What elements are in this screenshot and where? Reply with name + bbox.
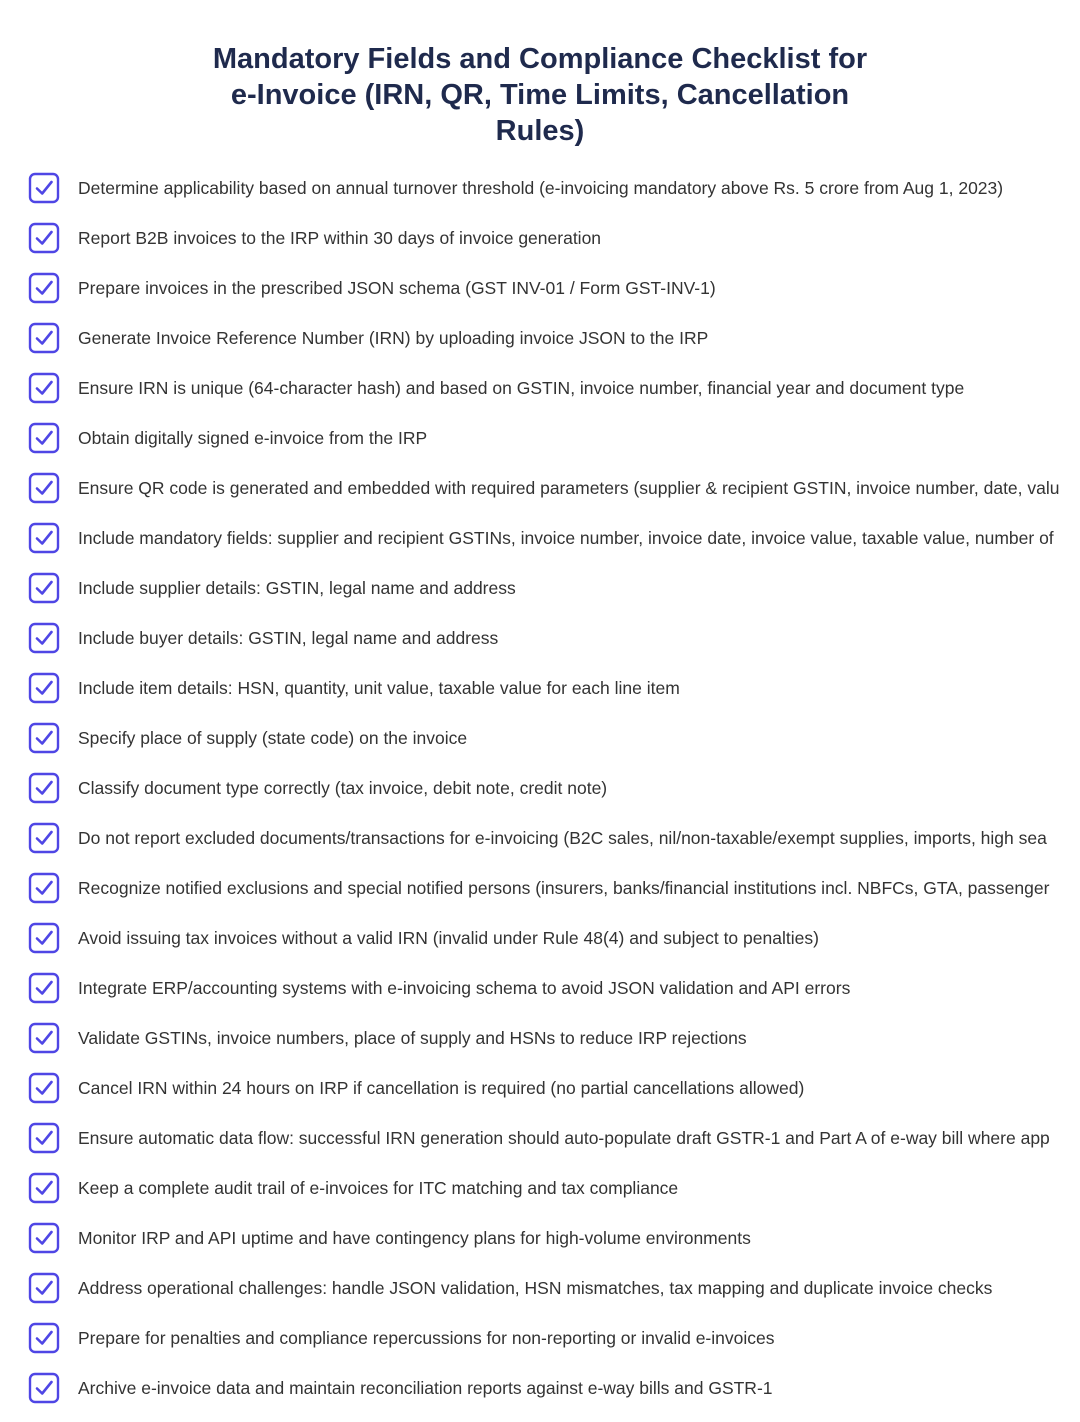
checklist-item bbox=[0, 663, 1080, 713]
checkmark-icon bbox=[37, 682, 52, 694]
checklist-item-text: Cancel IRN within 24 hours on IRP if cancellation is required (no partial cancellations allowed) bbox=[78, 1078, 805, 1098]
checklist-item-text: Monitor IRP and API uptime and have contingency plans for high-volume environments bbox=[78, 1228, 751, 1248]
checklist-item-text: Include supplier details: GSTIN, legal name and address bbox=[78, 578, 516, 598]
checkmark-icon bbox=[37, 1032, 52, 1044]
checklist-item-text: Obtain digitally signed e-invoice from the IRP bbox=[78, 428, 428, 448]
checked-checkbox-icon[interactable] bbox=[28, 572, 60, 604]
checklist-item-text: Keep a complete audit trail of e-invoices for ITC matching and tax compliance bbox=[78, 1178, 679, 1198]
checklist-item-text: Include buyer details: GSTIN, legal name and address bbox=[78, 628, 499, 648]
checkmark-icon bbox=[37, 532, 52, 544]
checked-checkbox-icon[interactable] bbox=[28, 272, 60, 304]
checkmark-icon bbox=[37, 1282, 52, 1294]
checklist-item bbox=[0, 1213, 1080, 1263]
checklist-item bbox=[0, 263, 1080, 313]
checked-checkbox-icon[interactable] bbox=[28, 1322, 60, 1354]
checklist-item-text: Recognize notified exclusions and special notified persons (insurers, banks/financial institutions incl. NBFCs, GTA, passenger bbox=[78, 878, 1050, 898]
checklist-item-text: Generate Invoice Reference Number (IRN) by uploading invoice JSON to the IRP bbox=[78, 328, 709, 348]
checkmark-icon bbox=[37, 182, 52, 194]
checklist-item bbox=[0, 313, 1080, 363]
checked-checkbox-icon[interactable] bbox=[28, 822, 60, 854]
checkmark-icon bbox=[37, 382, 52, 394]
checklist bbox=[0, 163, 1080, 1413]
checked-checkbox-icon[interactable] bbox=[28, 922, 60, 954]
checklist-item bbox=[0, 163, 1080, 213]
checklist-item bbox=[0, 363, 1080, 413]
page-title bbox=[0, 41, 1080, 149]
checklist-item bbox=[0, 813, 1080, 863]
checklist-item bbox=[0, 1063, 1080, 1113]
checkmark-icon bbox=[37, 1132, 52, 1144]
checklist-item-text: Report B2B invoices to the IRP within 30 days of invoice generation bbox=[78, 228, 602, 248]
checked-checkbox-icon[interactable] bbox=[28, 172, 60, 204]
checkmark-icon bbox=[37, 732, 52, 744]
checked-checkbox-icon[interactable] bbox=[28, 872, 60, 904]
checklist-item-text: Prepare for penalties and compliance repercussions for non-reporting or invalid e-invoices bbox=[78, 1328, 775, 1348]
checklist-item-text: Avoid issuing tax invoices without a valid IRN (invalid under Rule 48(4) and subject to penalties) bbox=[78, 928, 819, 948]
checklist-item bbox=[0, 413, 1080, 463]
checklist-item bbox=[0, 1013, 1080, 1063]
checked-checkbox-icon[interactable] bbox=[28, 1122, 60, 1154]
checked-checkbox-icon[interactable] bbox=[28, 422, 60, 454]
checklist-item-text: Prepare invoices in the prescribed JSON schema (GST INV-01 / Form GST-INV-1) bbox=[78, 278, 716, 298]
checklist-item bbox=[0, 1163, 1080, 1213]
checklist-item bbox=[0, 763, 1080, 813]
checklist-item-text: Ensure IRN is unique (64-character hash) and based on GSTIN, invoice number, financial year and document type bbox=[78, 378, 965, 398]
checkmark-icon bbox=[37, 1182, 52, 1194]
checkmark-icon bbox=[37, 482, 52, 494]
checklist-item-text: Integrate ERP/accounting systems with e-invoicing schema to avoid JSON validation and API errors bbox=[78, 978, 851, 998]
checkmark-icon bbox=[37, 432, 52, 444]
checked-checkbox-icon[interactable] bbox=[28, 1172, 60, 1204]
checkmark-icon bbox=[37, 1082, 52, 1094]
checked-checkbox-icon[interactable] bbox=[28, 672, 60, 704]
checklist-item-text: Do not report excluded documents/transactions for e-invoicing (B2C sales, nil/non-taxable/exempt supplies, imports, high sea bbox=[78, 828, 1047, 848]
checklist-item-text: Archive e-invoice data and maintain reconciliation reports against e-way bills and GSTR-1 bbox=[78, 1378, 773, 1398]
checked-checkbox-icon[interactable] bbox=[28, 622, 60, 654]
checked-checkbox-icon[interactable] bbox=[28, 472, 60, 504]
checklist-item bbox=[0, 613, 1080, 663]
checklist-item-text: Validate GSTINs, invoice numbers, place of supply and HSNs to reduce IRP rejections bbox=[78, 1028, 747, 1048]
checkmark-icon bbox=[37, 332, 52, 344]
checkmark-icon bbox=[37, 1232, 52, 1244]
page-title-line-2: e-Invoice (IRN, QR, Time Limits, Cancellation bbox=[230, 79, 850, 112]
checkmark-icon bbox=[37, 1332, 52, 1344]
checklist-item bbox=[0, 563, 1080, 613]
checklist-item-text: Address operational challenges: handle JSON validation, HSN mismatches, tax mapping and duplicate invoice checks bbox=[78, 1278, 993, 1298]
checklist-item-text: Ensure automatic data flow: successful IRN generation should auto-populate draft GSTR-1 and Part A of e-way bill where app bbox=[78, 1128, 1050, 1148]
page-title-line-3: Rules) bbox=[495, 115, 585, 148]
checklist-item bbox=[0, 1263, 1080, 1313]
checkmark-icon bbox=[37, 832, 52, 844]
checklist-item bbox=[0, 913, 1080, 963]
checked-checkbox-icon[interactable] bbox=[28, 1072, 60, 1104]
checked-checkbox-icon[interactable] bbox=[28, 1272, 60, 1304]
checkmark-icon bbox=[37, 782, 52, 794]
checkmark-icon bbox=[37, 632, 52, 644]
checked-checkbox-icon[interactable] bbox=[28, 972, 60, 1004]
checkmark-icon bbox=[37, 982, 52, 994]
checklist-item bbox=[0, 713, 1080, 763]
page-title-line-1: Mandatory Fields and Compliance Checklist for bbox=[212, 43, 868, 76]
checked-checkbox-icon[interactable] bbox=[28, 522, 60, 554]
checked-checkbox-icon[interactable] bbox=[28, 722, 60, 754]
checklist-item bbox=[0, 1113, 1080, 1163]
checklist-item bbox=[0, 1313, 1080, 1363]
checklist-item bbox=[0, 1363, 1080, 1413]
checkmark-icon bbox=[37, 882, 52, 894]
checklist-item-text: Ensure QR code is generated and embedded with required parameters (supplier & recipient GSTIN, invoice number, date, valu bbox=[78, 478, 1060, 498]
checked-checkbox-icon[interactable] bbox=[28, 1372, 60, 1404]
checklist-item-text: Include mandatory fields: supplier and recipient GSTINs, invoice number, invoice date, invoice value, taxable value, number of bbox=[78, 528, 1054, 548]
checked-checkbox-icon[interactable] bbox=[28, 222, 60, 254]
checked-checkbox-icon[interactable] bbox=[28, 372, 60, 404]
checked-checkbox-icon[interactable] bbox=[28, 322, 60, 354]
checklist-item bbox=[0, 213, 1080, 263]
checklist-item-text: Classify document type correctly (tax invoice, debit note, credit note) bbox=[78, 778, 608, 798]
checkmark-icon bbox=[37, 582, 52, 594]
checklist-item bbox=[0, 513, 1080, 563]
checked-checkbox-icon[interactable] bbox=[28, 772, 60, 804]
checklist-item-text: Specify place of supply (state code) on the invoice bbox=[78, 728, 468, 748]
checked-checkbox-icon[interactable] bbox=[28, 1022, 60, 1054]
checkmark-icon bbox=[37, 1382, 52, 1394]
checklist-item-text: Determine applicability based on annual turnover threshold (e-invoicing mandatory above Rs. 5 crore from Aug 1, 2023) bbox=[78, 178, 1004, 198]
checkmark-icon bbox=[37, 932, 52, 944]
checklist-item bbox=[0, 863, 1080, 913]
checkmark-icon bbox=[37, 232, 52, 244]
checklist-item-text: Include item details: HSN, quantity, unit value, taxable value for each line item bbox=[78, 678, 680, 698]
checked-checkbox-icon[interactable] bbox=[28, 1222, 60, 1254]
checkmark-icon bbox=[37, 282, 52, 294]
checklist-item bbox=[0, 463, 1080, 513]
checklist-item bbox=[0, 963, 1080, 1013]
